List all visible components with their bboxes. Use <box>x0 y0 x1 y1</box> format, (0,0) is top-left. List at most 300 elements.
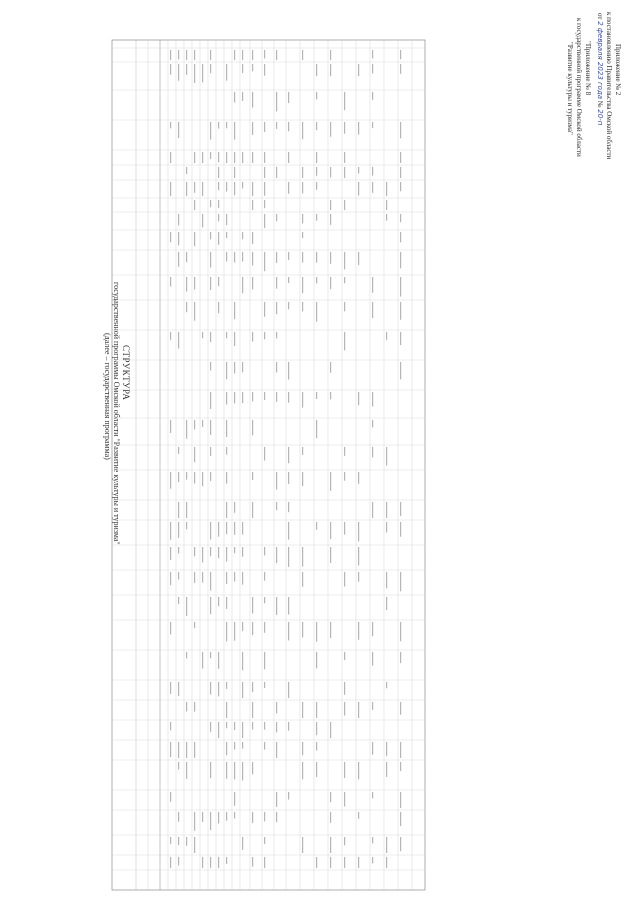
table-cell-mark <box>330 392 331 399</box>
table-cell-mark <box>358 572 359 582</box>
table-cell-mark <box>234 332 235 346</box>
table-cell-mark <box>400 167 401 178</box>
table-cell-mark <box>372 50 373 58</box>
table-cell-mark <box>178 522 179 538</box>
table-cell-mark <box>358 182 359 196</box>
table-cell-mark <box>330 167 331 177</box>
table-cell-mark <box>194 812 195 831</box>
table-cell-mark <box>186 652 187 658</box>
table-cell-mark <box>372 122 373 128</box>
table-cell-mark <box>218 200 219 208</box>
table-cell-mark <box>386 597 387 610</box>
table-cell-mark <box>194 232 195 246</box>
table-cell-mark <box>242 572 243 585</box>
table-cell-mark <box>302 122 303 139</box>
table-cell-mark <box>178 472 179 482</box>
table-cell-mark <box>210 392 211 409</box>
table-cell-mark <box>330 622 331 638</box>
table-cell-mark <box>210 420 211 435</box>
table-cell-mark <box>400 302 401 320</box>
table-cell-mark <box>358 167 359 173</box>
table-cell-mark <box>234 362 235 373</box>
table-cell-mark <box>276 252 277 263</box>
table-cell-mark <box>358 622 359 640</box>
table-cell-mark <box>264 182 265 196</box>
table-cell-mark <box>386 447 387 466</box>
table-cell-mark <box>242 50 243 60</box>
table-cell-mark <box>170 622 171 634</box>
table-cell-mark <box>276 597 277 615</box>
table-cell-mark <box>218 277 219 286</box>
table-cell-mark <box>194 182 195 193</box>
table-cell-mark <box>400 252 401 268</box>
table-cell-mark <box>358 812 359 819</box>
table-cell-mark <box>252 64 253 71</box>
table-cell-mark <box>202 547 203 562</box>
table-cell-mark <box>194 547 195 556</box>
table-cell-mark <box>330 522 331 539</box>
table-cell-mark <box>288 792 289 800</box>
table-cell-mark <box>276 812 277 822</box>
table-cell-mark <box>344 200 345 210</box>
table-cell-mark <box>276 722 277 732</box>
table-cell-mark <box>252 92 253 108</box>
table-cell-mark <box>316 652 317 668</box>
table-cell-mark <box>170 682 171 694</box>
table-cell-mark <box>252 232 253 244</box>
table-cell-mark <box>264 857 265 868</box>
table-cell-mark <box>264 837 265 844</box>
table-cell-mark <box>316 252 317 263</box>
table-cell-mark <box>252 420 253 435</box>
table-cell-mark <box>400 522 401 537</box>
table-cell-mark <box>218 652 219 669</box>
table-cell-mark <box>330 472 331 491</box>
table-cell-mark <box>386 857 387 868</box>
table-cell-mark <box>288 302 289 309</box>
table-cell-mark <box>234 302 235 319</box>
table-cell-mark <box>252 702 253 718</box>
table-cell-mark <box>194 302 195 321</box>
table-cell-mark <box>234 502 235 513</box>
table-cell-mark <box>302 547 303 567</box>
table-cell-mark <box>400 232 401 242</box>
table-cell-mark <box>170 152 171 163</box>
table-cell-mark <box>358 762 359 779</box>
table-cell-mark <box>210 652 211 658</box>
table-cell-mark <box>252 152 253 163</box>
table-cell-mark <box>210 152 211 159</box>
table-cell-mark <box>226 392 227 405</box>
table-cell-mark <box>178 50 179 59</box>
table-cell-mark <box>344 92 345 110</box>
table-cell-mark <box>288 682 289 698</box>
table-cell-mark <box>226 597 227 609</box>
table-cell-mark <box>178 252 179 267</box>
table-cell-mark <box>344 522 345 535</box>
table-cell-mark <box>194 420 195 429</box>
table-cell-mark <box>400 64 401 74</box>
table-cell-mark <box>372 92 373 100</box>
table-cell-mark <box>252 812 253 823</box>
table-cell-mark <box>400 812 401 826</box>
table-cell-mark <box>210 64 211 73</box>
table-cell-mark <box>178 232 179 245</box>
table-cell-mark <box>386 762 387 777</box>
table-cell-mark <box>288 182 289 194</box>
table-cell-mark <box>226 214 227 225</box>
table-cell-mark <box>252 682 253 692</box>
table-cell-mark <box>202 857 203 868</box>
table-cell-mark <box>226 547 227 562</box>
table-cell-mark <box>288 502 289 512</box>
table-cell-mark <box>210 277 211 290</box>
appendix-date-prefix: от <box>596 13 604 20</box>
table-cell-mark <box>226 857 227 864</box>
table-cell-mark <box>264 50 265 58</box>
table-cell-mark <box>330 277 331 289</box>
table-cell-mark <box>194 64 195 83</box>
table-cell-mark <box>170 472 171 489</box>
table-cell-mark <box>386 332 387 340</box>
table-cell-mark <box>252 277 253 289</box>
table-cell-mark <box>178 812 179 822</box>
table-cell-mark <box>186 502 187 518</box>
table-cell-mark <box>226 722 227 728</box>
table-cell-mark <box>276 742 277 758</box>
table-cell-mark <box>242 522 243 535</box>
table-cell-mark <box>202 182 203 196</box>
table-cell-mark <box>288 447 289 463</box>
document-title-line-2: государственной программы Омской области "Развитие культуры и туризма" <box>112 282 121 545</box>
table-cell-mark <box>202 812 203 822</box>
table-cell-mark <box>276 214 277 221</box>
table-cell-mark <box>276 332 277 338</box>
table-cell-mark <box>170 742 171 757</box>
appendix-number-label: № <box>596 100 604 108</box>
table-cell-mark <box>210 252 211 268</box>
table-cell-mark <box>288 472 289 484</box>
table-cell-mark <box>316 302 317 322</box>
table-cell-mark <box>302 167 303 178</box>
table-cell-mark <box>330 122 331 137</box>
table-cell-mark <box>264 167 265 178</box>
table-cell-mark <box>264 447 265 460</box>
table-cell-mark <box>344 837 345 845</box>
table-cell-mark <box>400 122 401 138</box>
table-cell-mark <box>316 277 317 283</box>
table-cell-mark <box>372 622 373 636</box>
table-cell-mark <box>242 742 243 749</box>
table-cell-mark <box>400 502 401 516</box>
table-cell-mark <box>194 622 195 628</box>
table-cell-mark <box>330 50 331 60</box>
table-cell-mark <box>242 837 243 850</box>
table-cell-mark <box>400 742 401 758</box>
table-cell-mark <box>210 762 211 778</box>
table-cell-mark <box>178 762 179 769</box>
table-cell-mark <box>242 64 243 73</box>
table-cell-mark <box>358 392 359 405</box>
table-cell-mark <box>386 200 387 210</box>
table-cell-mark <box>210 332 211 342</box>
table-cell-mark <box>386 182 387 196</box>
table-cell-mark <box>288 362 289 380</box>
table-cell-mark <box>170 122 171 128</box>
table-frame <box>112 40 425 890</box>
table-cell-mark <box>344 332 345 350</box>
table-cell-mark <box>316 522 317 530</box>
table-cell-mark <box>302 182 303 193</box>
table-cell-mark <box>302 572 303 587</box>
table-cell-mark <box>264 122 265 132</box>
table-cell-mark <box>372 702 373 710</box>
table-cell-mark <box>264 64 265 76</box>
table-cell-mark <box>186 522 187 529</box>
table-cell-mark <box>330 812 331 823</box>
table-cell-mark <box>226 152 227 163</box>
table-cell-mark <box>276 547 277 563</box>
table-cell-mark <box>302 762 303 779</box>
table-cell-mark <box>218 152 219 162</box>
table-cell-mark <box>218 812 219 823</box>
table-cell-mark <box>400 50 401 59</box>
table-cell-mark <box>234 92 235 103</box>
table-cell-mark <box>358 122 359 135</box>
table-cell-mark <box>234 742 235 750</box>
table-cell-mark <box>264 742 265 750</box>
table-cell-mark <box>316 420 317 438</box>
table-cell-mark <box>186 597 187 616</box>
table-cell-mark <box>252 252 253 265</box>
table-cell-mark <box>226 812 227 821</box>
table-cell-mark <box>330 64 331 76</box>
table-cell-mark <box>344 682 345 695</box>
table-cell-mark <box>226 362 227 379</box>
table-cell-mark <box>170 547 171 560</box>
table-cell-mark <box>386 742 387 756</box>
table-cell-mark <box>302 742 303 755</box>
table-cell-mark <box>316 152 317 163</box>
table-cell-mark <box>242 252 243 262</box>
table-cell-mark <box>186 64 187 75</box>
table-cell-mark <box>226 572 227 584</box>
table-cell-mark <box>386 572 387 588</box>
table-cell-mark <box>226 522 227 534</box>
table-cell-mark <box>372 392 373 406</box>
table-cell-mark <box>400 837 401 851</box>
table-cell-mark <box>288 722 289 731</box>
table-cell-mark <box>264 392 265 400</box>
table-cell-mark <box>386 502 387 518</box>
table-cell-mark <box>344 652 345 660</box>
table-cell-mark <box>372 420 373 427</box>
table-cell-mark <box>400 792 401 808</box>
table-cell-mark <box>316 167 317 176</box>
table-cell-mark <box>344 762 345 778</box>
table-cell-mark <box>234 722 235 730</box>
table-cell-mark <box>210 812 211 830</box>
table-cell-mark <box>344 252 345 269</box>
table-cell-mark <box>400 214 401 222</box>
table-cell-mark <box>170 572 171 585</box>
document-title-line-3: (далее – государственная программа) <box>103 333 112 460</box>
table-cell-mark <box>218 857 219 868</box>
table-cell-mark <box>170 420 171 433</box>
table-cell-mark <box>226 122 227 128</box>
table-cell-mark <box>358 472 359 484</box>
table-cell-mark <box>276 502 277 510</box>
table-cell-mark <box>344 472 345 481</box>
table-cell-mark <box>226 502 227 518</box>
table-cell-mark <box>316 64 317 76</box>
table-cell-mark <box>186 420 187 439</box>
table-cell-mark <box>302 392 303 408</box>
table-cell-mark <box>358 522 359 541</box>
table-cell-mark <box>242 232 243 239</box>
table-cell-mark <box>264 682 265 688</box>
table-cell-mark <box>202 332 203 338</box>
table-cell-mark <box>194 472 195 484</box>
table-cell-mark <box>344 447 345 456</box>
table-cell-mark <box>252 200 253 210</box>
table-cell-mark <box>358 64 359 76</box>
table-cell-mark <box>372 857 373 863</box>
table-cell-mark <box>186 472 187 480</box>
table-cell-mark <box>218 722 219 738</box>
table-cell-mark <box>226 232 227 238</box>
table-cell-mark <box>234 547 235 553</box>
table-cell-mark <box>210 547 211 556</box>
table-cell-mark <box>178 572 179 579</box>
table-cell-mark <box>178 332 179 348</box>
table-cell-mark <box>218 122 219 129</box>
table-cell-mark <box>276 392 277 402</box>
table-cell-mark <box>302 472 303 486</box>
table-cell-mark <box>264 152 265 163</box>
table-cell-mark <box>218 214 219 221</box>
table-cell-mark <box>358 857 359 868</box>
table-cell-mark <box>170 857 171 868</box>
table-cell-mark <box>234 152 235 163</box>
appendix-number: 20-п <box>596 109 604 126</box>
table-cell-mark <box>316 214 317 221</box>
table-cell-mark <box>330 252 331 264</box>
table-cell-mark <box>226 622 227 641</box>
table-cell-mark <box>386 522 387 532</box>
table-cell-mark <box>242 682 243 698</box>
table-cell-mark <box>344 572 345 587</box>
table-cell-mark <box>194 200 195 210</box>
table-cell-mark <box>242 652 243 670</box>
appendix-line-4: "Приложение № 8 <box>584 41 592 96</box>
table-cell-mark <box>210 722 211 732</box>
appendix-line-5: к государственной программе Омской области <box>575 18 583 157</box>
table-cell-mark <box>210 122 211 140</box>
table-cell-mark <box>226 742 227 755</box>
table-cell-mark <box>288 392 289 403</box>
table-cell-mark <box>330 857 331 868</box>
table-cell-mark <box>178 597 179 604</box>
table-cell-mark <box>170 792 171 802</box>
table-cell-mark <box>210 200 211 207</box>
table-cell-mark <box>316 702 317 718</box>
table-cell-mark <box>234 182 235 195</box>
table-cell-mark <box>400 702 401 715</box>
table-cell-mark <box>288 547 289 567</box>
table-cell-mark <box>234 762 235 779</box>
table-cell-mark <box>372 302 373 318</box>
table-cell-mark <box>234 252 235 263</box>
table-cell-mark <box>242 92 243 101</box>
table-cell-mark <box>186 837 187 846</box>
table-cell-mark <box>400 182 401 191</box>
table-cell-mark <box>316 762 317 777</box>
table-cell-mark <box>288 252 289 260</box>
table-cell-mark <box>302 447 303 455</box>
table-cell-mark <box>202 472 203 486</box>
table-cell-mark <box>316 122 317 130</box>
appendix-line-2: к постановлению Правительства Омской области <box>605 12 613 160</box>
table-cell-mark <box>234 522 235 535</box>
table-cell-mark <box>202 420 203 427</box>
table-cell-mark <box>226 702 227 718</box>
table-cell-mark <box>276 792 277 807</box>
table-cell-mark <box>302 214 303 223</box>
table-cell-mark <box>186 277 187 292</box>
table-cell-mark <box>170 182 171 196</box>
table-cell-mark <box>218 547 219 558</box>
table-cell-mark <box>276 277 277 289</box>
table-cell-mark <box>264 214 265 228</box>
table-cell-mark <box>170 277 171 287</box>
table-cell-mark <box>276 702 277 713</box>
table-cell-mark <box>234 392 235 403</box>
table-cell-mark <box>288 92 289 103</box>
table-cell-mark <box>194 837 195 853</box>
document-title-line-1: СТРУКТУРА <box>121 345 131 401</box>
table-cell-mark <box>178 742 179 758</box>
table-cell-mark <box>302 702 303 718</box>
table-cell-mark <box>218 682 219 696</box>
table-cell-mark <box>186 167 187 174</box>
table-cell-mark <box>226 332 227 338</box>
table-cell-mark <box>202 152 203 163</box>
table-cell-mark <box>330 362 331 373</box>
table-cell-mark <box>330 214 331 225</box>
table-cell-mark <box>316 92 317 99</box>
table-cell-mark <box>288 622 289 640</box>
table-cell-mark <box>178 547 179 554</box>
table-cell-mark <box>358 702 359 718</box>
table-cell-mark <box>252 472 253 480</box>
table-cell-mark <box>210 682 211 695</box>
table-cell-mark <box>302 837 303 853</box>
table-cell-mark <box>316 392 317 399</box>
table-cell-mark <box>386 214 387 221</box>
table-cell-mark <box>372 652 373 666</box>
table-cell-mark <box>400 152 401 163</box>
table-cell-mark <box>210 362 211 370</box>
table-cell-mark <box>170 232 171 242</box>
table-cell-mark <box>226 64 227 81</box>
table-cell-mark <box>330 547 331 563</box>
table-cell-mark <box>302 302 303 311</box>
table-cell-mark <box>210 597 211 614</box>
table-cell-mark <box>358 547 359 565</box>
table-cell-mark <box>288 597 289 614</box>
table-cell-mark <box>264 652 265 669</box>
